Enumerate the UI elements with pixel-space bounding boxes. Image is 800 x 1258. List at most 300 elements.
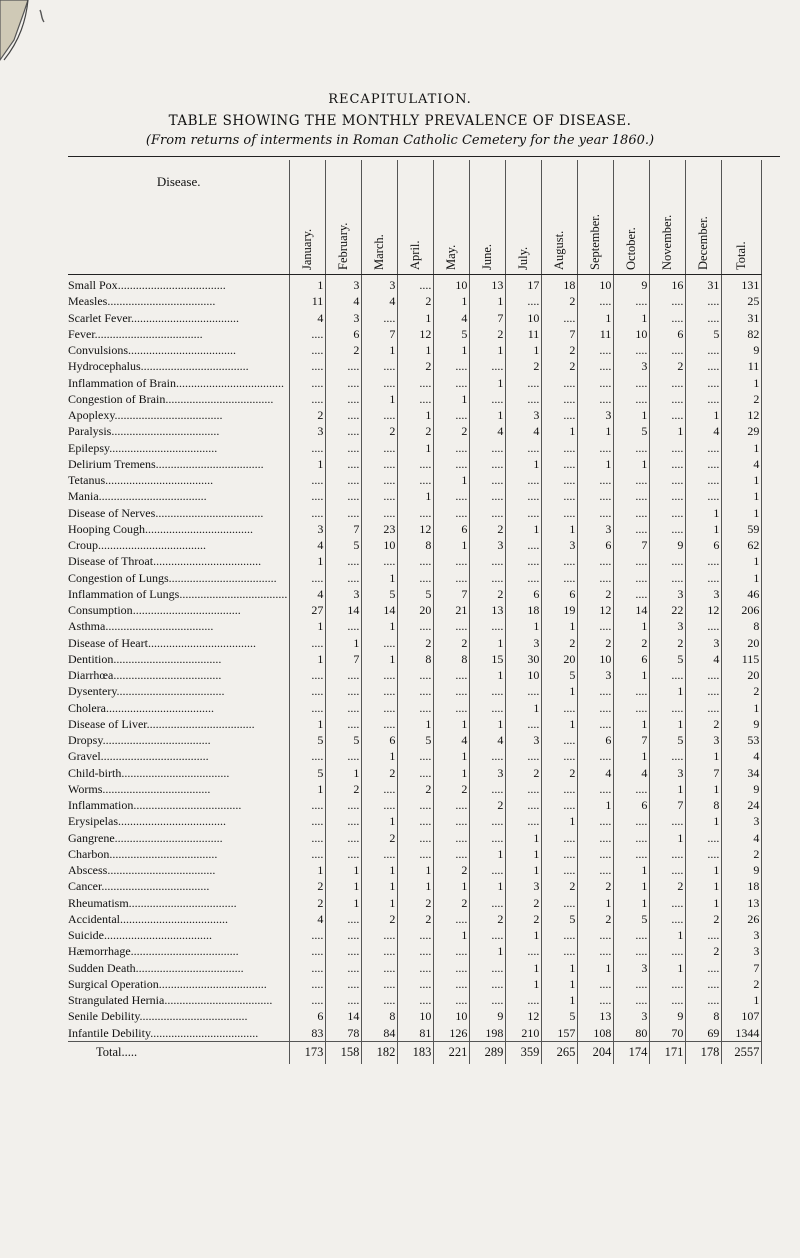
- value-cell: 5: [362, 586, 398, 602]
- column-header-wrap: [578, 176, 613, 274]
- disease-name: [68, 407, 290, 423]
- value-cell: ....: [290, 326, 326, 342]
- value-cell: 21: [434, 602, 470, 618]
- value-cell: ....: [470, 781, 506, 797]
- value-cell: ....: [290, 683, 326, 699]
- column-header-september: [578, 160, 614, 275]
- value-cell: 34: [722, 765, 762, 781]
- value-cell: 16: [650, 275, 686, 294]
- disease-name-text: Asthma: [68, 619, 106, 634]
- disease-name-text: Hooping Cough: [68, 521, 146, 536]
- value-cell: ....: [398, 846, 434, 862]
- table-row: [68, 813, 762, 829]
- value-cell: 3: [362, 275, 398, 294]
- value-cell: 1: [686, 521, 722, 537]
- value-cell: 1: [398, 862, 434, 878]
- value-cell: ....: [614, 293, 650, 309]
- value-cell: ....: [686, 830, 722, 846]
- dot-leader: ....................................: [147, 635, 256, 650]
- value-cell: 1: [650, 830, 686, 846]
- value-cell: ....: [434, 700, 470, 716]
- value-cell: 1: [650, 423, 686, 439]
- total-cell: 174: [614, 1041, 650, 1064]
- value-cell: ....: [650, 440, 686, 456]
- value-cell: ....: [542, 472, 578, 488]
- value-cell: ....: [578, 570, 614, 586]
- value-cell: ....: [578, 846, 614, 862]
- value-cell: ....: [578, 748, 614, 764]
- table-row: [68, 716, 762, 732]
- value-cell: 1: [542, 423, 578, 439]
- disease-name: [68, 748, 290, 764]
- value-cell: ....: [362, 976, 398, 992]
- value-cell: ....: [470, 456, 506, 472]
- value-cell: ....: [470, 813, 506, 829]
- value-cell: ....: [470, 830, 506, 846]
- value-cell: 2: [578, 878, 614, 894]
- value-cell: 4: [434, 732, 470, 748]
- value-cell: 12: [398, 326, 434, 342]
- value-cell: ....: [686, 846, 722, 862]
- value-cell: ....: [290, 440, 326, 456]
- dot-leader: ....................................: [155, 456, 264, 471]
- disease-name: [68, 732, 290, 748]
- value-cell: 5: [326, 732, 362, 748]
- disease-name-text: Apoplexy: [68, 408, 115, 423]
- value-cell: ....: [650, 488, 686, 504]
- value-cell: 10: [614, 326, 650, 342]
- dot-leader: ....................................: [150, 1025, 259, 1040]
- disease-name: [68, 683, 290, 699]
- value-cell: 1: [290, 553, 326, 569]
- table-row: [68, 732, 762, 748]
- value-cell: ....: [650, 407, 686, 423]
- disease-name: [68, 488, 290, 504]
- value-cell: ....: [506, 553, 542, 569]
- value-cell: ....: [398, 992, 434, 1008]
- value-cell: 2: [470, 326, 506, 342]
- table-row: [68, 310, 762, 326]
- value-cell: 5: [398, 586, 434, 602]
- column-header-december: [686, 160, 722, 275]
- value-cell: 9: [722, 716, 762, 732]
- value-cell: 1: [614, 310, 650, 326]
- value-cell: 1: [398, 440, 434, 456]
- value-cell: 14: [614, 602, 650, 618]
- value-cell: 1: [686, 505, 722, 521]
- value-cell: 2: [578, 635, 614, 651]
- value-cell: 6: [614, 797, 650, 813]
- column-header-november: [650, 160, 686, 275]
- value-cell: ....: [434, 358, 470, 374]
- value-cell: 29: [722, 423, 762, 439]
- value-cell: 24: [722, 797, 762, 813]
- total-row: [68, 1041, 762, 1064]
- value-cell: ....: [614, 927, 650, 943]
- value-cell: ....: [542, 732, 578, 748]
- value-cell: ....: [290, 472, 326, 488]
- value-cell: ....: [542, 456, 578, 472]
- value-cell: 4: [506, 423, 542, 439]
- value-cell: ....: [614, 391, 650, 407]
- value-cell: ....: [398, 456, 434, 472]
- dot-leader: ....................................: [102, 781, 211, 796]
- disease-table: [68, 160, 762, 1064]
- disease-name: [68, 456, 290, 472]
- value-cell: 6: [290, 1008, 326, 1024]
- total-cell: 178: [686, 1041, 722, 1064]
- value-cell: 3: [686, 586, 722, 602]
- value-cell: 1: [362, 878, 398, 894]
- value-cell: ....: [398, 830, 434, 846]
- value-cell: ....: [398, 570, 434, 586]
- value-cell: 5: [290, 732, 326, 748]
- value-cell: ....: [290, 358, 326, 374]
- value-cell: 5: [542, 911, 578, 927]
- value-cell: ....: [578, 472, 614, 488]
- value-cell: 2: [650, 635, 686, 651]
- value-cell: ....: [506, 683, 542, 699]
- value-cell: ....: [578, 505, 614, 521]
- value-cell: 2: [362, 911, 398, 927]
- value-cell: 13: [470, 275, 506, 294]
- value-cell: ....: [578, 488, 614, 504]
- value-cell: ....: [542, 781, 578, 797]
- table-row: [68, 992, 762, 1008]
- dot-leader: ....................................: [104, 928, 212, 943]
- value-cell: 2: [398, 911, 434, 927]
- dot-leader: ....................................: [101, 879, 210, 894]
- value-cell: 10: [578, 651, 614, 667]
- value-cell: 2: [542, 765, 578, 781]
- column-header-march: [362, 160, 398, 275]
- value-cell: 6: [614, 651, 650, 667]
- value-cell: ....: [686, 700, 722, 716]
- value-cell: ....: [290, 748, 326, 764]
- value-cell: 1: [722, 700, 762, 716]
- value-cell: 10: [506, 310, 542, 326]
- value-cell: ....: [650, 846, 686, 862]
- value-cell: 1: [470, 635, 506, 651]
- value-cell: ....: [470, 895, 506, 911]
- value-cell: ....: [434, 943, 470, 959]
- value-cell: 1: [578, 895, 614, 911]
- value-cell: ....: [506, 943, 542, 959]
- value-cell: 3: [578, 667, 614, 683]
- value-cell: ....: [542, 570, 578, 586]
- disease-name: [68, 781, 290, 797]
- value-cell: 25: [722, 293, 762, 309]
- disease-column-header: Disease.: [68, 160, 290, 275]
- value-cell: 23: [362, 521, 398, 537]
- value-cell: ....: [470, 391, 506, 407]
- value-cell: 1: [506, 700, 542, 716]
- value-cell: ....: [326, 618, 362, 634]
- value-cell: ....: [650, 862, 686, 878]
- value-cell: 1: [614, 667, 650, 683]
- value-cell: 1: [362, 748, 398, 764]
- value-cell: ....: [686, 927, 722, 943]
- column-header-wrap: [614, 176, 649, 274]
- value-cell: 1: [470, 342, 506, 358]
- value-cell: 1: [506, 976, 542, 992]
- disease-name: [68, 862, 290, 878]
- value-cell: 2: [434, 895, 470, 911]
- value-cell: 8: [722, 618, 762, 634]
- value-cell: 1: [290, 862, 326, 878]
- disease-name-text: Cancer: [68, 879, 102, 894]
- value-cell: ....: [578, 618, 614, 634]
- dot-leader: ....................................: [106, 700, 214, 715]
- value-cell: ....: [542, 943, 578, 959]
- dot-leader: ....................................: [175, 375, 284, 390]
- table-body: [68, 275, 762, 1042]
- value-cell: 1: [506, 862, 542, 878]
- value-cell: ....: [506, 813, 542, 829]
- value-cell: 1: [362, 895, 398, 911]
- disease-name: [68, 391, 290, 407]
- value-cell: 18: [506, 602, 542, 618]
- value-cell: 2: [398, 293, 434, 309]
- value-cell: 83: [290, 1025, 326, 1042]
- value-cell: 1: [650, 683, 686, 699]
- value-cell: ....: [686, 375, 722, 391]
- value-cell: 1: [434, 765, 470, 781]
- value-cell: ....: [434, 911, 470, 927]
- value-cell: ....: [326, 911, 362, 927]
- value-cell: 13: [470, 602, 506, 618]
- value-cell: 46: [722, 586, 762, 602]
- disease-name-text: Abscess: [68, 863, 108, 878]
- value-cell: ....: [362, 846, 398, 862]
- disease-name: [68, 326, 290, 342]
- value-cell: ....: [398, 797, 434, 813]
- value-cell: ....: [434, 960, 470, 976]
- value-cell: 14: [326, 602, 362, 618]
- value-cell: ....: [398, 667, 434, 683]
- value-cell: 1: [506, 960, 542, 976]
- value-cell: 1: [434, 472, 470, 488]
- disease-name-text: Erysipelas: [68, 814, 118, 829]
- disease-name-text: Senile Debility: [68, 1009, 140, 1024]
- value-cell: 1: [398, 310, 434, 326]
- value-cell: ....: [362, 781, 398, 797]
- disease-name-text: Dropsy: [68, 733, 103, 748]
- value-cell: 2: [434, 423, 470, 439]
- value-cell: 126: [434, 1025, 470, 1042]
- column-header-wrap: [398, 176, 433, 274]
- table-row: [68, 651, 762, 667]
- value-cell: 2: [506, 765, 542, 781]
- dot-leader: ....................................: [145, 521, 254, 536]
- value-cell: 3: [614, 960, 650, 976]
- total-cell: 265: [542, 1041, 578, 1064]
- column-header-label: April.: [407, 240, 422, 270]
- total-cell: 182: [362, 1041, 398, 1064]
- value-cell: ....: [506, 797, 542, 813]
- disease-name-text: Suicide: [68, 928, 104, 943]
- value-cell: 9: [722, 342, 762, 358]
- value-cell: ....: [542, 505, 578, 521]
- value-cell: 14: [362, 602, 398, 618]
- disease-name: [68, 310, 290, 326]
- dot-leader: ....................................: [119, 911, 228, 926]
- disease-name-text: Paralysis: [68, 424, 112, 439]
- value-cell: 14: [326, 1008, 362, 1024]
- column-header-may: [434, 160, 470, 275]
- value-cell: ....: [614, 342, 650, 358]
- value-cell: 8: [686, 797, 722, 813]
- value-cell: ....: [614, 570, 650, 586]
- column-header-label: February.: [335, 222, 350, 270]
- value-cell: 18: [722, 878, 762, 894]
- value-cell: ....: [686, 293, 722, 309]
- column-header-october: [614, 160, 650, 275]
- value-cell: 1: [578, 423, 614, 439]
- value-cell: 5: [542, 1008, 578, 1024]
- column-header-label: January.: [299, 228, 314, 270]
- value-cell: ....: [470, 570, 506, 586]
- value-cell: 1: [686, 407, 722, 423]
- value-cell: ....: [506, 375, 542, 391]
- column-header-january: [290, 160, 326, 275]
- value-cell: 10: [434, 1008, 470, 1024]
- total-cell: 158: [326, 1041, 362, 1064]
- value-cell: 13: [578, 1008, 614, 1024]
- value-cell: ....: [326, 943, 362, 959]
- value-cell: ....: [290, 667, 326, 683]
- dot-leader: ....................................: [132, 603, 241, 618]
- value-cell: ....: [362, 456, 398, 472]
- value-cell: ....: [398, 960, 434, 976]
- value-cell: 5: [614, 911, 650, 927]
- value-cell: ....: [434, 407, 470, 423]
- value-cell: ....: [614, 553, 650, 569]
- value-cell: ....: [326, 407, 362, 423]
- value-cell: 2: [506, 911, 542, 927]
- value-cell: 4: [686, 423, 722, 439]
- value-cell: ....: [398, 765, 434, 781]
- value-cell: ....: [686, 976, 722, 992]
- dot-leader: ....................................: [146, 716, 255, 731]
- value-cell: ....: [650, 895, 686, 911]
- value-cell: 1: [434, 716, 470, 732]
- disease-name-text: Strangulated Hernia: [68, 993, 165, 1008]
- column-header-wrap: [470, 176, 505, 274]
- value-cell: ....: [362, 553, 398, 569]
- value-cell: ....: [290, 813, 326, 829]
- value-cell: 1: [578, 456, 614, 472]
- value-cell: ....: [398, 700, 434, 716]
- value-cell: ....: [362, 960, 398, 976]
- value-cell: ....: [326, 927, 362, 943]
- value-cell: 8: [434, 651, 470, 667]
- value-cell: 1: [686, 781, 722, 797]
- column-header-label: October.: [623, 227, 638, 270]
- disease-name-text: Gangrene: [68, 830, 115, 845]
- value-cell: ....: [326, 960, 362, 976]
- total-cell: 221: [434, 1041, 470, 1064]
- value-cell: 2: [398, 781, 434, 797]
- value-cell: ....: [290, 488, 326, 504]
- value-cell: ....: [362, 358, 398, 374]
- value-cell: 6: [686, 537, 722, 553]
- value-cell: ....: [434, 375, 470, 391]
- value-cell: ....: [326, 667, 362, 683]
- value-cell: ....: [650, 813, 686, 829]
- dot-leader: ....................................: [113, 668, 222, 683]
- disease-name: [68, 570, 290, 586]
- value-cell: ....: [434, 797, 470, 813]
- value-cell: ....: [578, 976, 614, 992]
- value-cell: 81: [398, 1025, 434, 1042]
- dot-leader: ....................................: [155, 505, 264, 520]
- value-cell: ....: [686, 310, 722, 326]
- disease-name: [68, 813, 290, 829]
- value-cell: 10: [398, 1008, 434, 1024]
- value-cell: ....: [434, 992, 470, 1008]
- value-cell: ....: [650, 505, 686, 521]
- disease-name-text: Infantile Debility: [68, 1025, 151, 1040]
- value-cell: ....: [650, 943, 686, 959]
- disease-name: [68, 878, 290, 894]
- value-cell: ....: [470, 976, 506, 992]
- disease-name: [68, 275, 290, 294]
- table-row: [68, 326, 762, 342]
- value-cell: ....: [398, 748, 434, 764]
- value-cell: 7: [614, 732, 650, 748]
- value-cell: 1: [362, 618, 398, 634]
- value-cell: 7: [722, 960, 762, 976]
- value-cell: 4: [470, 423, 506, 439]
- column-header-total: [722, 160, 762, 275]
- value-cell: ....: [470, 440, 506, 456]
- value-cell: 5: [542, 667, 578, 683]
- value-cell: 1: [542, 992, 578, 1008]
- value-cell: 210: [506, 1025, 542, 1042]
- value-cell: ....: [434, 846, 470, 862]
- value-cell: 26: [722, 911, 762, 927]
- value-cell: ....: [398, 275, 434, 294]
- value-cell: 22: [650, 602, 686, 618]
- value-cell: 2: [434, 781, 470, 797]
- value-cell: ....: [326, 976, 362, 992]
- value-cell: ....: [650, 667, 686, 683]
- disease-name: [68, 1008, 290, 1024]
- value-cell: ....: [434, 505, 470, 521]
- disease-name-text: Diarrhœa: [68, 668, 114, 683]
- value-cell: ....: [506, 505, 542, 521]
- dot-leader: ....................................: [140, 359, 249, 374]
- value-cell: 1: [506, 521, 542, 537]
- value-cell: ....: [398, 375, 434, 391]
- value-cell: 2: [434, 862, 470, 878]
- value-cell: 2: [722, 846, 762, 862]
- value-cell: 115: [722, 651, 762, 667]
- value-cell: 31: [686, 275, 722, 294]
- value-cell: 6: [326, 326, 362, 342]
- value-cell: ....: [614, 976, 650, 992]
- value-cell: ....: [398, 976, 434, 992]
- value-cell: 10: [434, 275, 470, 294]
- value-cell: 1: [362, 813, 398, 829]
- value-cell: ....: [326, 375, 362, 391]
- value-cell: 2: [470, 586, 506, 602]
- disease-name-text: Dentition: [68, 651, 114, 666]
- column-header-wrap: [506, 176, 541, 274]
- disease-name: [68, 375, 290, 391]
- value-cell: ....: [578, 992, 614, 1008]
